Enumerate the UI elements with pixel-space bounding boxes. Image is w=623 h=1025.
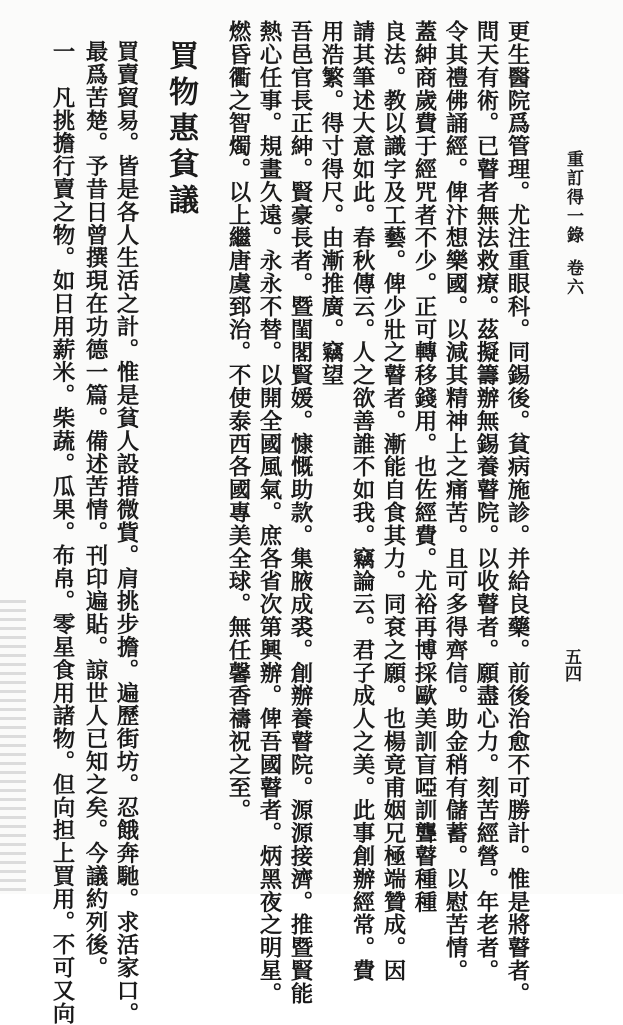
text-column: 問天有術。已瞽者無法救療。茲擬籌辦無錫養瞽院。以收瞽者。願盡心力。刻苦經營。年老者。 [473, 20, 499, 982]
text-column: 買賣貿易。皆是各人生活之計。惟是貧人設措微貲。肩挑步擔。遍歷街坊。忍餓奔馳。求活家口。 [113, 40, 139, 1025]
text-column: 請其筆述大意如此。春秋傳云。人之欲善誰不如我。竊論云。君子成人之美。此事創辦經常。費 [349, 20, 375, 982]
text-column: 熱心任事。規畫久遠。永永不替。以開全國風氣。庶各省次第興辦。俾吾國瞽者。炳黑夜之明星。 [256, 20, 282, 1005]
page-number: 五四 [561, 648, 581, 682]
text-column: 良法。教以識字及工藝。俾少壯之瞽者。漸能自食其力。同袞之願。也楊竟甫姻兄極端贊成。因 [380, 20, 406, 982]
running-head [564, 150, 581, 297]
text-column: 最爲苦楚。予昔日曾撰現在功德一篇。備述苦情。刊印遍貼。諒世人已知之矣。今議約列後。 [82, 40, 108, 979]
book-title: 重訂得一錄 [563, 150, 583, 245]
scan-margin-smudge [0, 600, 26, 894]
text-column: 一 凡挑擔行賣之物。如日用薪米。柴蔬。瓜果。布帛。零星食用諸物。但向担上買用。不可又向 [49, 40, 75, 1025]
text-column: 蓋紳商歲費于經咒者不少。正可轉移錢用。也佐經費。尤裕再博採歐美訓盲啞訓聾瞽種種 [411, 20, 437, 914]
text-column: 燃昏衢之智燭。以上繼唐虞郅治。不使泰西各國專美全球。無任馨香禱祝之至。 [225, 20, 251, 822]
text-column: 令其禮佛誦經。俾汴想樂國。以減其精神上之痛苦。且可多得齊信。助金稍有儲蓄。以慰苦情。 [442, 20, 468, 982]
section-title: 買物惠貧議 [163, 40, 198, 220]
text-column: 更生醫院爲管理。尤注重眼科。同錫後。貧病施診。并給良藥。前後治愈不可勝計。惟是將瞽者。 [504, 20, 530, 1005]
text-column: 吾邑官長正紳。賢豪長者。暨閨閣賢媛。慷慨助款。集腋成裘。創辦養瞽院。源源接濟。推暨賢能 [287, 20, 313, 1005]
text-column: 用浩繁。得寸得尺。由漸推廣。竊望 [318, 20, 344, 387]
volume-label: 卷六 [563, 259, 583, 297]
